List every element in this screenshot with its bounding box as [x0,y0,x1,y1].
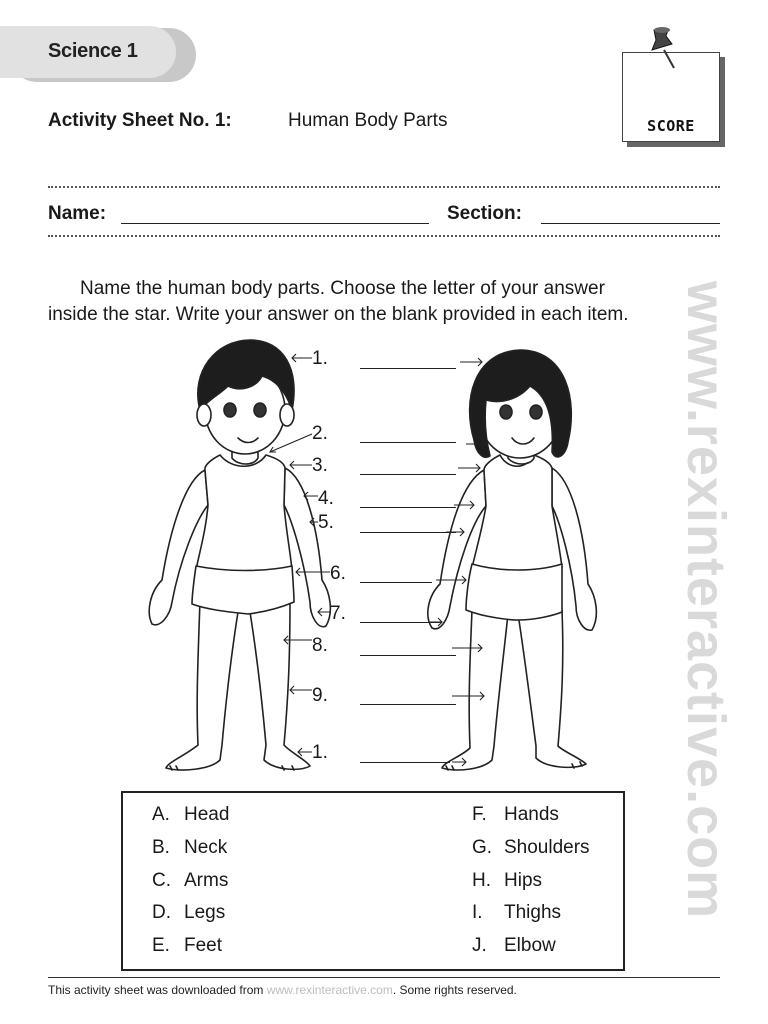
name-blank[interactable] [121,223,429,224]
answer-blank[interactable] [360,532,456,533]
choice-d: D. Legs [152,902,226,923]
subject-label: Science 1 [48,40,138,62]
watermark: www.rexinteractive.com [676,280,736,920]
footer-link[interactable]: www.rexinteractive.com [266,983,393,997]
body-illustration [130,330,630,790]
divider-bottom [48,235,720,237]
answer-blank[interactable] [360,762,450,763]
item-number: 5. [318,512,334,533]
choice-i: I. Thighs [472,902,562,923]
section-blank[interactable] [541,223,720,224]
choice-h: H. Hips [472,870,543,891]
item-number: 3. [312,455,328,476]
item-number: 8. [312,635,328,656]
section-label: Section: [447,203,522,224]
choice-a: A. Head [152,804,230,825]
score-label: SCORE [647,117,695,135]
boy-figure [149,340,330,770]
answer-blank[interactable] [360,368,456,369]
answer-blank[interactable] [360,507,456,508]
instructions: Name the human body parts. Choose the letter of your answer inside the star. Write your answer on the blank provided in each item. [48,278,629,325]
choice-b: B. Neck [152,837,228,858]
answer-blank[interactable] [360,655,456,656]
choice-j: J. Elbow [472,935,556,956]
name-label: Name: [48,203,107,224]
answer-blank[interactable] [360,622,442,623]
answer-blank[interactable] [360,582,432,583]
pushpin-icon [646,26,682,72]
answer-blank[interactable] [360,442,456,443]
item-number: 2. [312,423,328,444]
item-number: 9. [312,685,328,706]
item-number: 1. [312,742,328,763]
item-number: 1. [312,348,328,369]
footer-text: This activity sheet was downloaded from www.rexinteractive.com. Some rights reserved. [48,983,517,997]
choice-e: E. Feet [152,935,223,956]
activity-label: Activity Sheet No. 1: [48,110,232,131]
item-number: 6. [330,563,346,584]
choice-f: F. Hands [472,804,559,825]
divider-top [48,186,720,188]
choice-c: C. Arms [152,870,229,891]
answer-blank[interactable] [360,474,456,475]
item-number: 4. [318,488,334,509]
girl-figure [428,350,597,770]
footer-rule [48,977,720,978]
answer-blank[interactable] [360,704,456,705]
activity-topic: Human Body Parts [288,110,448,131]
choice-g: G. Shoulders [472,837,590,858]
item-number: 7. [330,603,346,624]
